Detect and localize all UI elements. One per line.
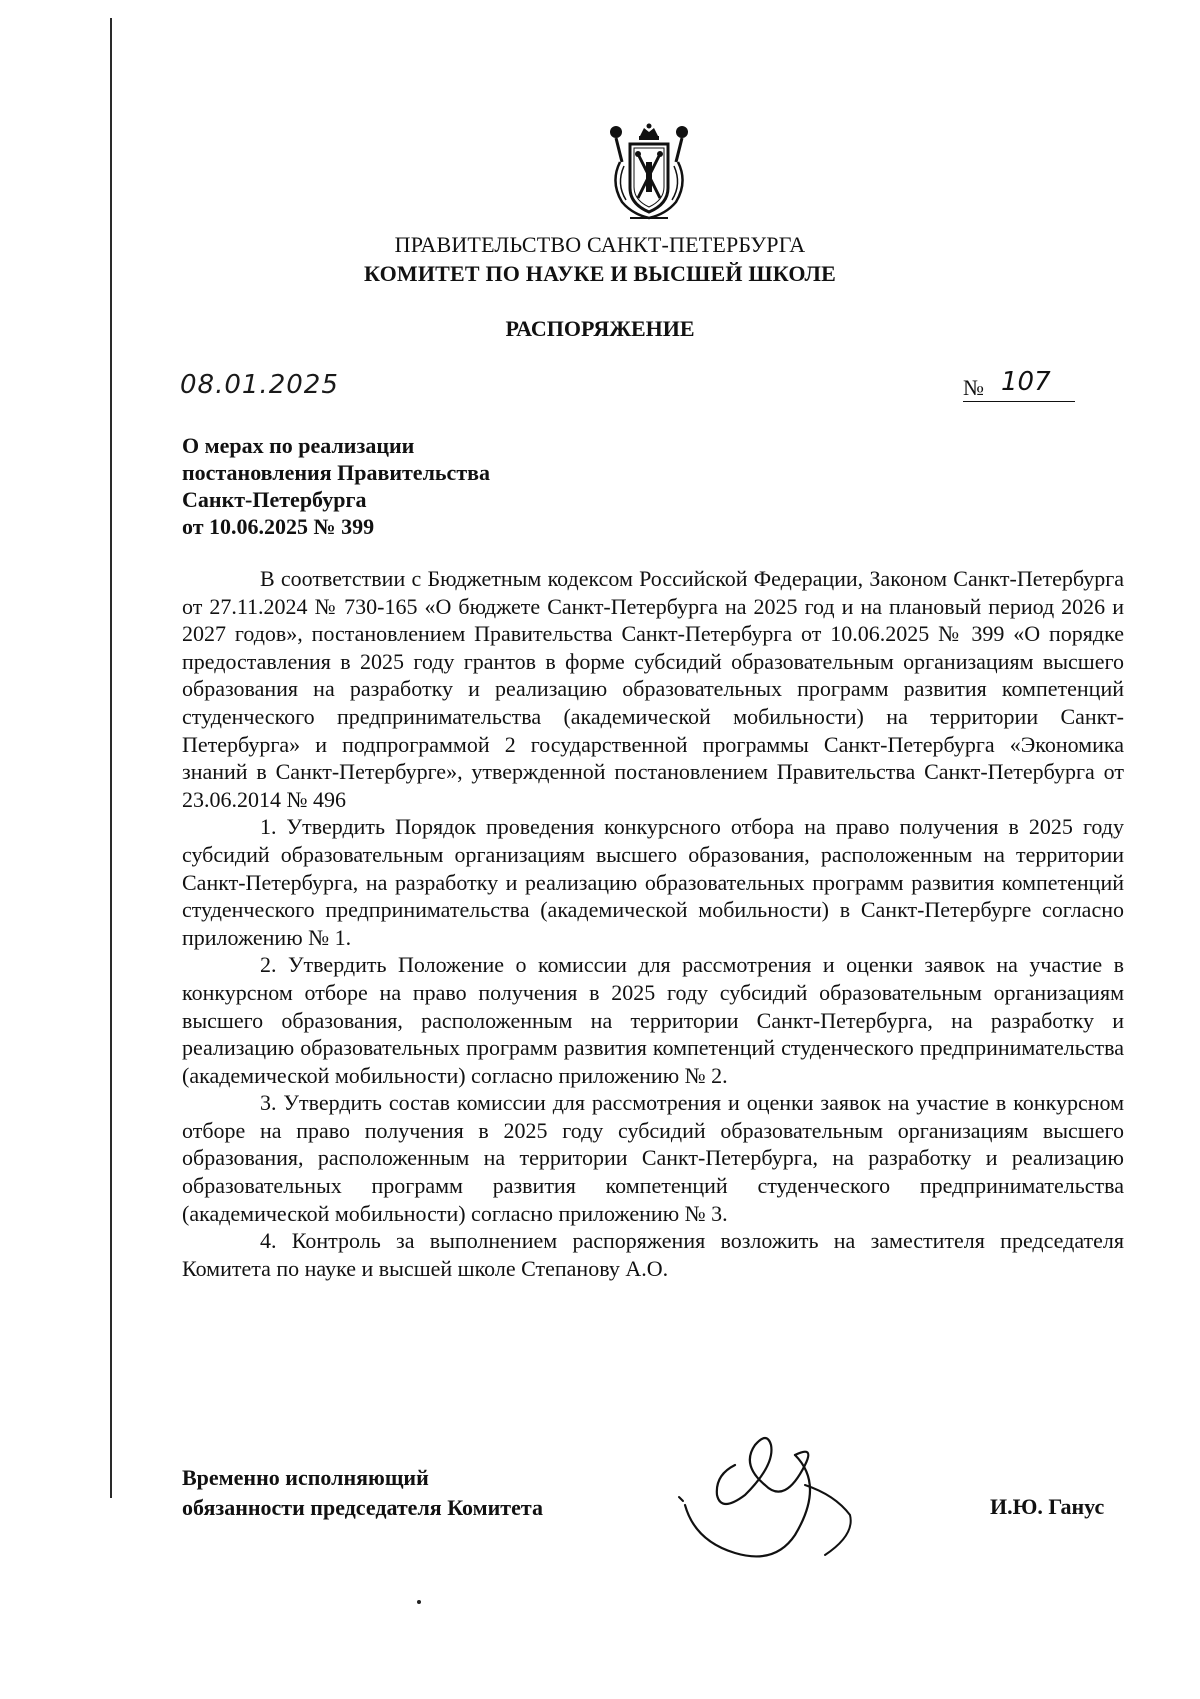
document-number-field: [963, 367, 1075, 402]
subject-line: постановления Правительства: [182, 460, 490, 485]
number-sign: №: [963, 375, 984, 400]
document-type: РАСПОРЯЖЕНИЕ: [505, 316, 695, 341]
subject-line: Санкт-Петербурга: [182, 487, 367, 512]
handwritten-signature: [675, 1425, 865, 1585]
signatory-title-line: обязанности председателя Комитета: [182, 1495, 543, 1520]
document-number: 107: [1001, 367, 1051, 397]
subject-line: О мерах по реализации: [182, 433, 415, 458]
clause-3-paragraph: 3. Утвердить состав комиссии для рассмотрения и оценки заявок на участие в конкурсном отборе на право получения в 2025 году субсидий образовательным организациям высшего образования, расположенным на территории Санкт-Петербурга, на разработку и реализацию образовательных программ развития компетенций студенческого предпринимательства (академической мобильности) согласно приложению № 3.: [182, 1090, 1124, 1226]
preamble-paragraph: В соответствии с Бюджетным кодексом Российской Федерации, Законом Санкт-Петербурга от 27.11.2024 № 730-165 «О бюджете Санкт-Петербурга на 2025 год и на плановый период 2026 и 2027 годов», постановлением Правительства Санкт-Петербурга от 10.06.2025 № 399 «О порядке предоставления в 2025 году грантов в форме субсидий образовательным организациям высшего образования на разработку и реализацию образовательных программ развития компетенций студенческого предпринимательства (академической мобильности) на территории Санкт-Петербурга» и подпрограммой 2 государственной программы Санкт-Петербурга «Экономика знаний в Санкт-Петербурге», утвержденной постановлением Правительства Санкт-Петербурга от 23.06.2014 № 496: [182, 566, 1124, 812]
committee-name: КОМИТЕТ ПО НАУКЕ И ВЫСШЕЙ ШКОЛЕ: [363, 261, 837, 286]
clause-1-paragraph: 1. Утвердить Порядок проведения конкурсного отбора на право получения в 2025 году субсидий образовательным организациям высшего образования, расположенным на территории Санкт-Петербурга, на разработку и реализацию образовательных программ развития компетенций студенческого предпринимательства (академической мобильности) в Санкт-Петербурге согласно приложению № 1.: [182, 814, 1124, 950]
document-date: 08.01.2025: [180, 370, 339, 400]
government-name: ПРАВИТЕЛЬСТВО САНКТ-ПЕТЕРБУРГА: [394, 232, 806, 257]
coat-of-arms-icon: [602, 122, 696, 222]
signer-name: И.Ю. Ганус: [990, 1494, 1105, 1519]
clause-2-paragraph: 2. Утвердить Положение о комиссии для рассмотрения и оценки заявок на участие в конкурсном отборе на право получения в 2025 году субсидий образовательным организациям высшего образования, расположенным на территории Санкт-Петербурга, на разработку и реализацию образовательных программ развития компетенций студенческого предпринимательства (академической мобильности) согласно приложению № 2.: [182, 952, 1124, 1088]
scan-speck: [417, 1600, 421, 1604]
signatory-title: [182, 1463, 543, 1523]
document-body: [182, 565, 1124, 1282]
document-subject: [182, 432, 490, 540]
clause-4-paragraph: 4. Контроль за выполнением распоряжения возложить на заместителя председателя Комитета по науке и высшей школе Степанову А.О.: [182, 1228, 1124, 1281]
subject-line: от 10.06.2025 № 399: [182, 514, 375, 539]
signatory-title-line: Временно исполняющий: [182, 1465, 429, 1490]
